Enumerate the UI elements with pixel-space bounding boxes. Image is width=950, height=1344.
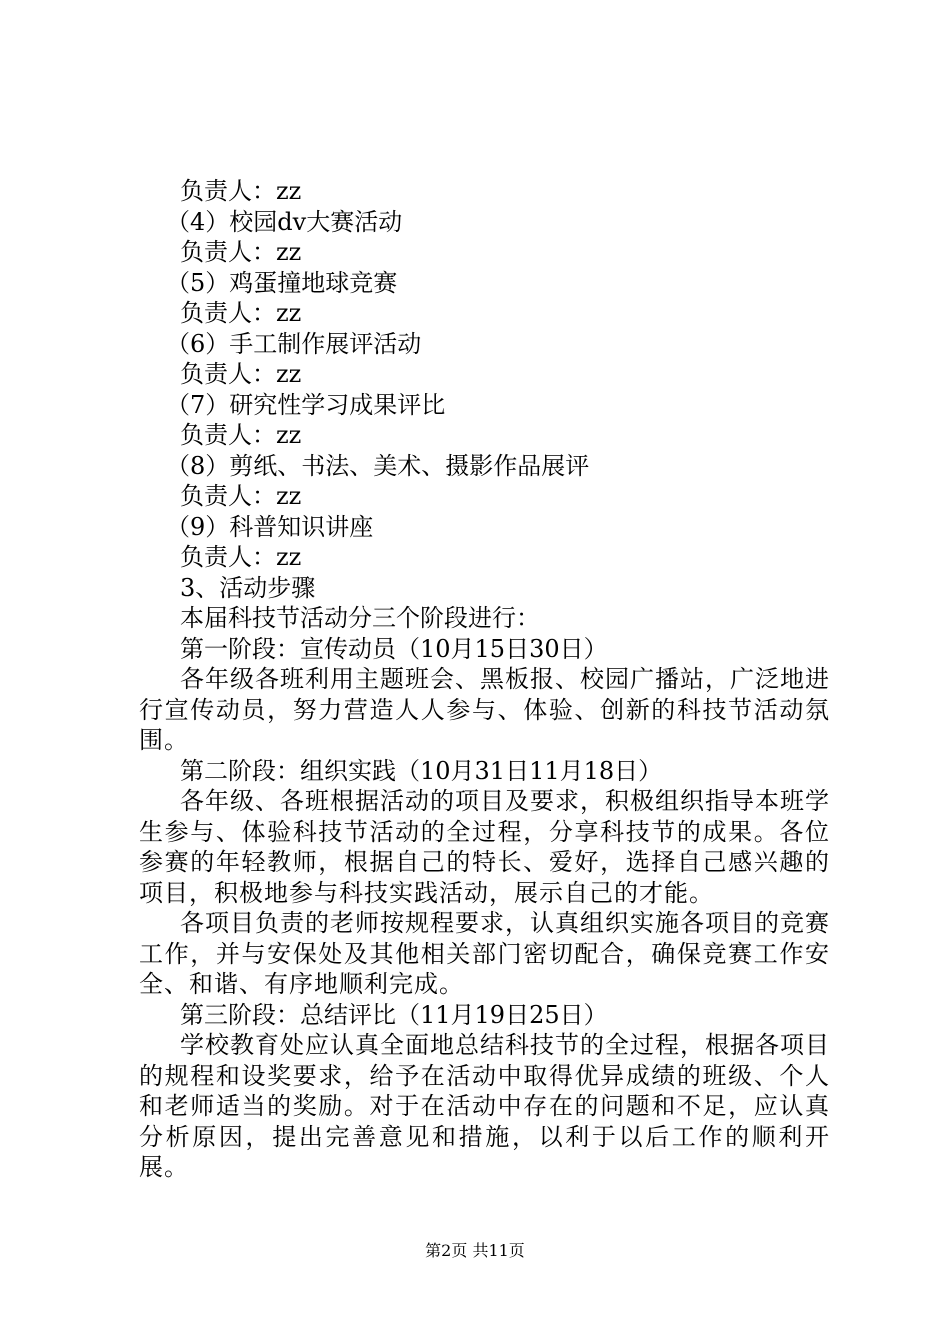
- paragraph: 各年级各班利用主题班会、黑板报、校园广播站，广泛地进行宣传动员，努力营造人人参与、体验、创新的科技节活动氛围。: [139, 665, 830, 754]
- text-line: （4）校园dv大赛活动: [166, 207, 403, 236]
- text-line: 负责人：zz: [180, 177, 302, 205]
- paragraph: 学校教育处应认真全面地总结科技节的全过程，根据各项目的规程和设奖要求，给予在活动中取得优异成绩的班级、个人和老师适当的奖励。对于在活动中存在的问题和不足，应认真分析原因，提出完善意见和措施，以利于以后工作的顺利开展。: [139, 1031, 830, 1181]
- document-body: [139, 176, 830, 1183]
- text-line: （5）鸡蛋撞地球竞赛: [166, 268, 398, 297]
- stage-heading: 第一阶段：宣传动员（10月15日30日）: [180, 634, 608, 663]
- section-heading: 3、活动步骤: [180, 573, 316, 602]
- text-line: （7）研究性学习成果评比: [166, 390, 446, 419]
- paragraph: 各年级、各班根据活动的项目及要求，积极组织指导本班学生参与、体验科技节活动的全过程，分享科技节的成果。各位参赛的年轻教师，根据自己的特长、爱好，选择自己感兴趣的项目，积极地参与科技实践活动，展示自己的才能。: [139, 787, 830, 907]
- stage-heading: 第二阶段：组织实践（10月31日11月18日）: [180, 756, 663, 785]
- page-footer: 第2页 共11页: [425, 1241, 525, 1260]
- text-line: 负责人：zz: [180, 543, 302, 571]
- text-line: 负责人：zz: [180, 482, 302, 510]
- stage-heading: 第三阶段：总结评比（11月19日25日）: [180, 1000, 608, 1029]
- text-line: 负责人：zz: [180, 360, 302, 388]
- text-line: 负责人：zz: [180, 421, 302, 449]
- text-line: （6）手工制作展评活动: [166, 329, 422, 358]
- text-line: 负责人：zz: [180, 238, 302, 266]
- text-line: （8）剪纸、书法、美术、摄影作品展评: [166, 451, 590, 480]
- paragraph: 各项目负责的老师按规程要求，认真组织实施各项目的竞赛工作，并与安保处及其他相关部门密切配合，确保竞赛工作安全、和谐、有序地顺利完成。: [139, 909, 830, 998]
- text-line: 本届科技节活动分三个阶段进行：: [180, 604, 540, 632]
- text-line: 负责人：zz: [180, 299, 302, 327]
- text-line: （9）科普知识讲座: [166, 512, 374, 541]
